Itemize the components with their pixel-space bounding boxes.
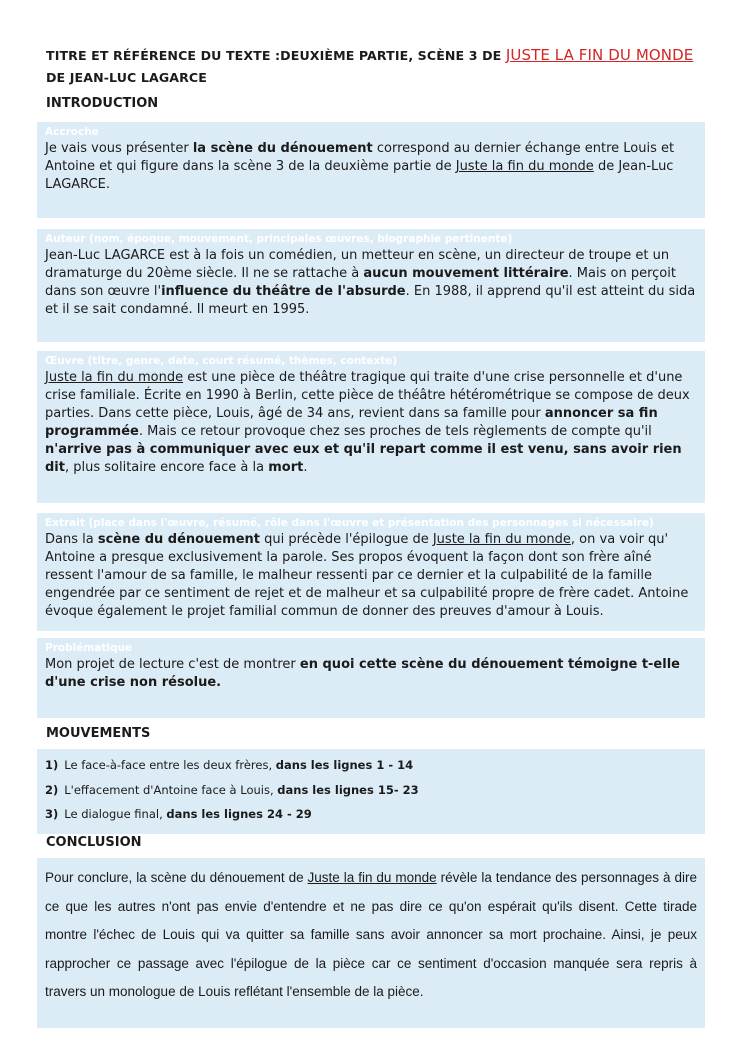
extrait-label: Extrait (place dans l'œuvre, résumé, rôle dans l'œuvre et présentation des personnages si nécessaire) xyxy=(45,517,654,529)
document-title xyxy=(46,44,711,89)
problematique-box xyxy=(37,638,705,718)
mouvement-item: 3) Le dialogue final, dans les lignes 24 - 29 xyxy=(45,807,312,821)
extrait-box xyxy=(37,513,705,631)
oeuvre-text: Juste la fin du monde est une pièce de théâtre tragique qui traite d'une crise personnelle et d'une crise familiale. Écrite en 1990 à Berlin, cette pièce de théâtre hétérométrique se compose de deux parties. Dans cette pièce, Louis, âgé de 34 ans, revient dans sa famille pour annoncer sa fin programmée. Mais ce retour provoque chez ses proches de tels règlements de compte qu'il n'arrive pas à communiquer avec eux et qu'il repart comme il est venu, sans avoir rien dit, plus solitaire encore face à la mort. xyxy=(45,370,690,475)
mouvements-heading: MOUVEMENTS xyxy=(46,726,151,741)
problematique-label: Problématique xyxy=(45,642,133,654)
problematique-text: Mon projet de lecture c'est de montrer en quoi cette scène du dénouement témoigne t-elle d'une crise non résolue. xyxy=(45,657,680,690)
conclusion-box xyxy=(37,858,705,1028)
mouvements-list xyxy=(37,749,705,834)
accroche-box xyxy=(37,122,705,218)
accroche-text: Je vais vous présenter la scène du dénouement correspond au dernier échange entre Louis et Antoine et qui figure dans la scène 3 de la deuxième partie de Juste la fin du monde de Jean-Luc LAGARCE. xyxy=(45,141,675,192)
title-prefix: TITRE ET RÉFÉRENCE DU TEXTE :DEUXIÈME PARTIE, SCÈNE 3 DE xyxy=(46,48,502,63)
mouvement-item: 2) L'effacement d'Antoine face à Louis, dans les lignes 15- 23 xyxy=(45,782,419,797)
oeuvre-box xyxy=(37,351,705,503)
title-suffix: DE JEAN-LUC LAGARCE xyxy=(46,70,207,85)
mouvement-item: 1) Le face-à-face entre les deux frères, dans les lignes 1 - 14 xyxy=(45,758,414,772)
title-work: JUSTE LA FIN DU MONDE xyxy=(505,46,694,64)
oeuvre-label: Œuvre (titre, genre, date, court résumé, thèmes, contexte) xyxy=(45,355,398,367)
introduction-heading: INTRODUCTION xyxy=(46,96,159,111)
extrait-text: Dans la scène du dénouement qui précède l'épilogue de Juste la fin du monde, on va voir qu' Antoine a presque exclusivement la parole. Ses propos évoquent la façon dont son frère aîné ressent l'amour de sa famille, le malheur ressenti par ce dernier et la culpabilité de la famille engendrée par ce sentiment de rejet et de malheur et sa culpabilité propre de frère cadet. Antoine évoque également le projet familial commun de donner des preuves d'amour à Louis. xyxy=(45,532,689,619)
conclusion-heading: CONCLUSION xyxy=(46,835,142,850)
auteur-text: Jean-Luc LAGARCE est à la fois un comédien, un metteur en scène, un directeur de troupe et un dramaturge du 20ème siècle. Il ne se rattache à aucun mouvement littéraire. Mais on perçoit dans son œuvre l'influence du théâtre de l'absurde. En 1988, il apprend qu'il est atteint du sida et il se sait condamné. Il meurt en 1995. xyxy=(45,248,696,317)
conclusion-text: Pour conclure, la scène du dénouement de Juste la fin du monde révèle la tendance des personnages à dire ce que les autres n'ont pas envie d'entendre et ne pas dire ce qu'on espérait qu'ils disent. Cette tirade montre l'échec de Louis qui va quitter sa famille sans avoir annoncer sa mort prochaine. Ainsi, je peux rapprocher ce passage avec l'épilogue de la pièce car ce sentiment d'occasion manquée sera repris à travers un monologue de Louis reflétant l'ensemble de la pièce. xyxy=(45,870,697,999)
accroche-label: Accroche xyxy=(45,126,99,138)
auteur-label: Auteur (nom, époque, mouvement, principales œuvres, biographie pertinente) xyxy=(45,233,513,245)
auteur-box xyxy=(37,229,705,342)
